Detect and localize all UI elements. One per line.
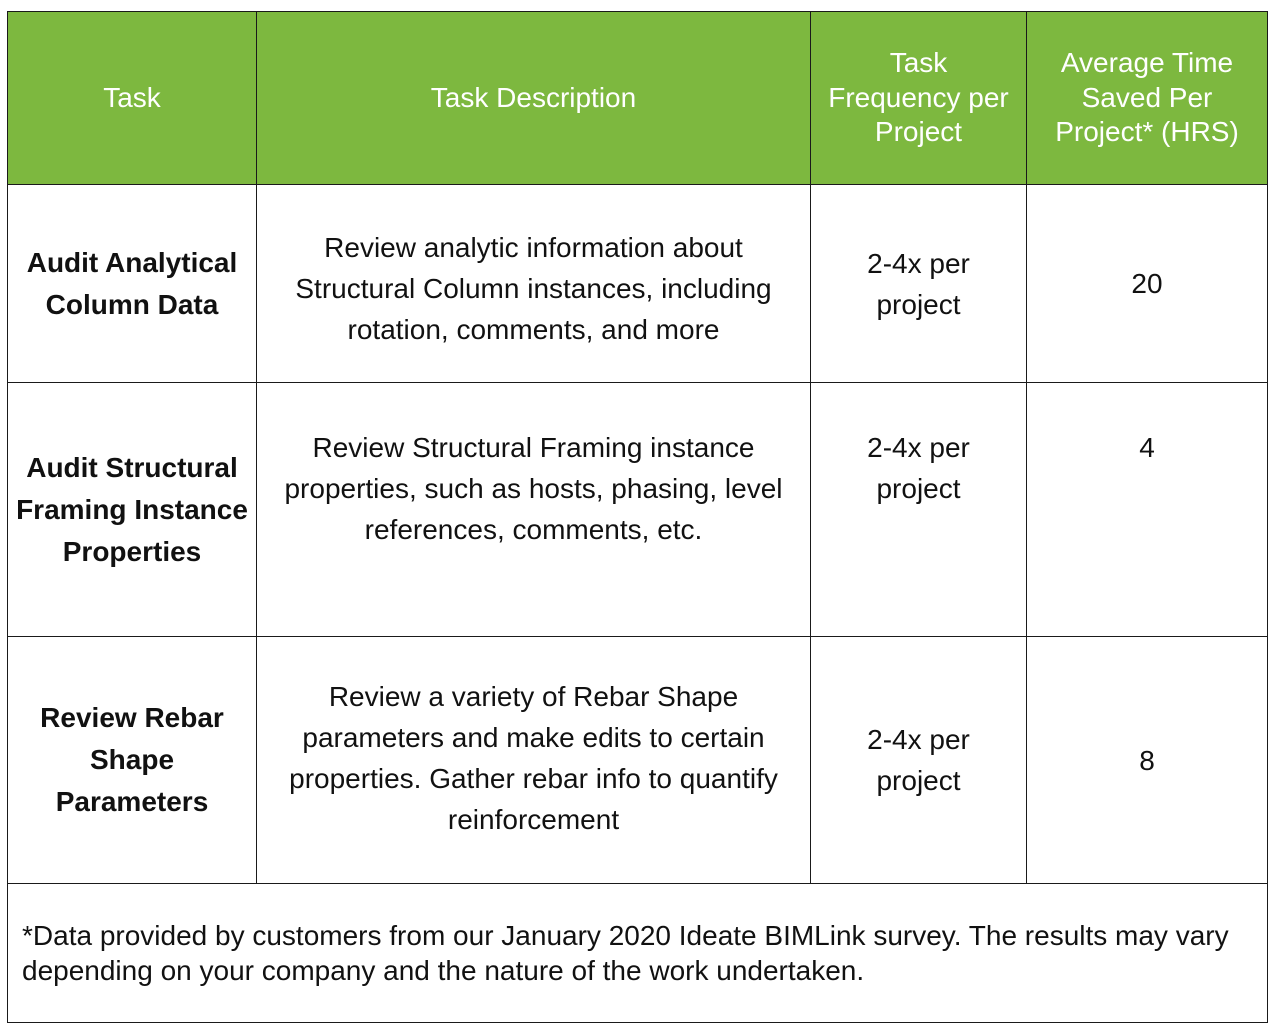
task-description-cell: Review Structural Framing instance properties, such as hosts, phasing, level references, comments, etc. (257, 383, 811, 637)
header-task: Task (8, 12, 257, 185)
task-frequency-cell: 2-4x per project (811, 383, 1027, 637)
task-frequency-cell: 2-4x per project (811, 637, 1027, 884)
header-row (8, 12, 1268, 185)
table-header (8, 12, 1268, 185)
time-saved-cell: 20 (1027, 185, 1268, 383)
time-saved-cell: 8 (1027, 637, 1268, 884)
table-body (8, 185, 1268, 884)
task-name-cell: Review Rebar Shape Parameters (8, 637, 257, 884)
task-description-cell: Review analytic information about Structural Column instances, including rotation, comments, and more (257, 185, 811, 383)
header-task-description: Task Description (257, 12, 811, 185)
table-footer (8, 884, 1268, 1023)
table-row (8, 637, 1268, 884)
footnote: *Data provided by customers from our January 2020 Ideate BIMLink survey. The results may vary depending on your company and the nature of the work undertaken. (8, 884, 1268, 1023)
header-task-frequency: Task Frequency per Project (811, 12, 1027, 185)
time-saved-cell: 4 (1027, 383, 1268, 637)
task-frequency-cell: 2-4x per project (811, 185, 1027, 383)
task-name-cell: Audit Analytical Column Data (8, 185, 257, 383)
footnote-row (8, 884, 1268, 1023)
task-description-cell: Review a variety of Rebar Shape parameters and make edits to certain properties. Gather rebar info to quantify reinforcement (257, 637, 811, 884)
task-time-savings-table (7, 11, 1268, 1023)
task-name-cell: Audit Structural Framing Instance Properties (8, 383, 257, 637)
table-row (8, 185, 1268, 383)
header-average-time-saved: Average Time Saved Per Project* (HRS) (1027, 12, 1268, 185)
table-row (8, 383, 1268, 637)
